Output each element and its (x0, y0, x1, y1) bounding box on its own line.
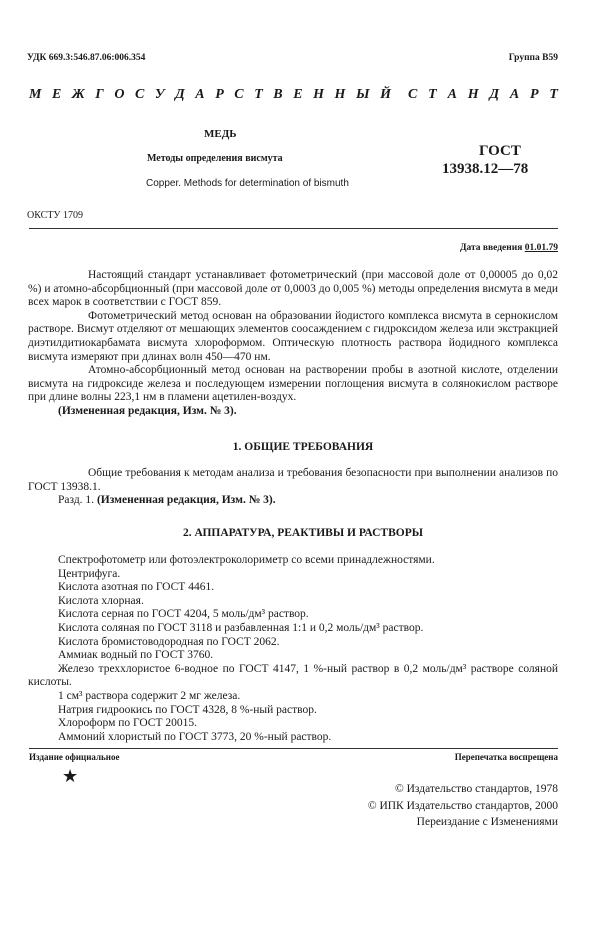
reagent-item: 1 см³ раствора содержит 2 мг железа. (58, 689, 241, 702)
intro-date-label: Дата введения (459, 243, 523, 253)
intro-amendment: (Измененная редакция, Изм. № 3). (58, 404, 237, 417)
copyright-2000: © ИПК Издательство стандартов, 2000 (367, 800, 558, 812)
divider-bottom (29, 748, 558, 749)
group-code: Группа В59 (508, 53, 558, 63)
amendment-text: (Измененная редакция, Изм. № 3). (96, 494, 276, 507)
section-1-paragraph: Общие требования к методам анализа и требования безопасности при выполнении анализов по ГОСТ 13938.1. (28, 467, 558, 493)
section-1-body (28, 467, 558, 508)
divider-top (29, 228, 558, 229)
reagent-item: Кислота хлорная. (58, 594, 144, 607)
reagent-item: Спектрофотометр или фотоэлектроколориметр со всеми принадлежностями. (58, 554, 435, 566)
reagent-iron-chloride: Железо треххлористое 6-водное по ГОСТ 4147, 1 %-ный раствор в 0,2 моль/дм³ растворе соляной кислоты. (28, 662, 558, 689)
udk-code: УДК 669.3:546.87.06:006.354 (27, 53, 146, 63)
amendment-prefix: Разд. 1. (58, 494, 95, 507)
intro-paragraph-3: Атомно-абсорбционный метод основан на растворении пробы в азотной кислоте, отделении висмута на гидроксиде железа и последующем измерении поглощения висмута в солянокислом растворе при длине волны 223,1 нм в пламени ацетилен-воздух. (28, 364, 558, 404)
reagent-item: Центрифуга. (58, 567, 121, 580)
intro-paragraph-1: Настоящий стандарт устанавливает фотометрический (при массовой доле от 0,00005 до 0,02 %) и атомно-абсорбционный (при массовой доле от 0,0003 до 0,005 %) методы определения висмута в меди всех марок в соответствии с ГОСТ 859. (28, 269, 558, 309)
section-1-heading: 1. ОБЩИЕ ТРЕБОВАНИЯ (232, 441, 374, 453)
banner-word-standard: С Т А Н Д А Р Т (408, 87, 558, 102)
reagent-item: Натрия гидроокись по ГОСТ 4328, 8 %-ный раствор. (58, 703, 317, 716)
reprint-prohibited-label: Перепечатка воспрещена (454, 752, 558, 762)
intro-block (28, 269, 558, 419)
star-icon: ★ (62, 766, 79, 786)
reagent-item: Хлороформ по ГОСТ 20015. (58, 717, 198, 730)
intro-paragraph-2: Фотометрический метод основан на образовании йодистого комплекса висмута в сернокислом растворе. Висмут отделяют от мешающих элементов соосаждением с гидроксидом железа или экстракцией диэтилдитиокарбамата висмута хлороформом. Оптическую плотность раствора йодидного комплекса висмута измеряют при длинах волн 450—470 нм. (28, 309, 558, 363)
copyright-1978: © Издательство стандартов, 1978 (394, 783, 558, 795)
reagent-item: Кислота соляная по ГОСТ 3118 и разбавленная 1:1 и 0,2 моль/дм³ раствор. (58, 621, 424, 634)
gost-label: ГОСТ (479, 143, 521, 159)
standard-banner (29, 87, 558, 103)
doc-subtitle: Методы определения висмута (147, 153, 283, 164)
reagent-item: Аммиак водный по ГОСТ 3760. (58, 649, 214, 662)
banner-word-interstate: М Е Ж Г О С У Д А Р С Т В Е Н Н Ы Й (29, 87, 391, 102)
reagent-item: Кислота бромистоводородная по ГОСТ 2062. (58, 635, 280, 648)
oksty-code: ОКСТУ 1709 (27, 210, 84, 221)
intro-date-value: 01.01.79 (524, 243, 558, 253)
reagent-item: Кислота серная по ГОСТ 4204, 5 моль/дм³ раствор. (58, 608, 309, 621)
section-1-amendment (58, 494, 558, 508)
reagent-item: Аммоний хлористый по ГОСТ 3773, 20 %-ный раствор. (58, 730, 332, 743)
reagent-item: Кислота азотная по ГОСТ 4461. (58, 581, 215, 594)
gost-number: 13938.12—78 (442, 161, 529, 177)
official-edition-label: Издание официальное (29, 752, 120, 762)
section-2-body (28, 554, 558, 744)
intro-date (460, 243, 558, 253)
english-title: Copper. Methods for determination of bismuth (146, 178, 349, 189)
reissue-note: Переиздание с Изменениями (416, 816, 558, 828)
section-2-heading: 2. АППАРАТУРА, РЕАКТИВЫ И РАСТВОРЫ (182, 527, 424, 539)
doc-title: МЕДЬ (204, 128, 237, 140)
